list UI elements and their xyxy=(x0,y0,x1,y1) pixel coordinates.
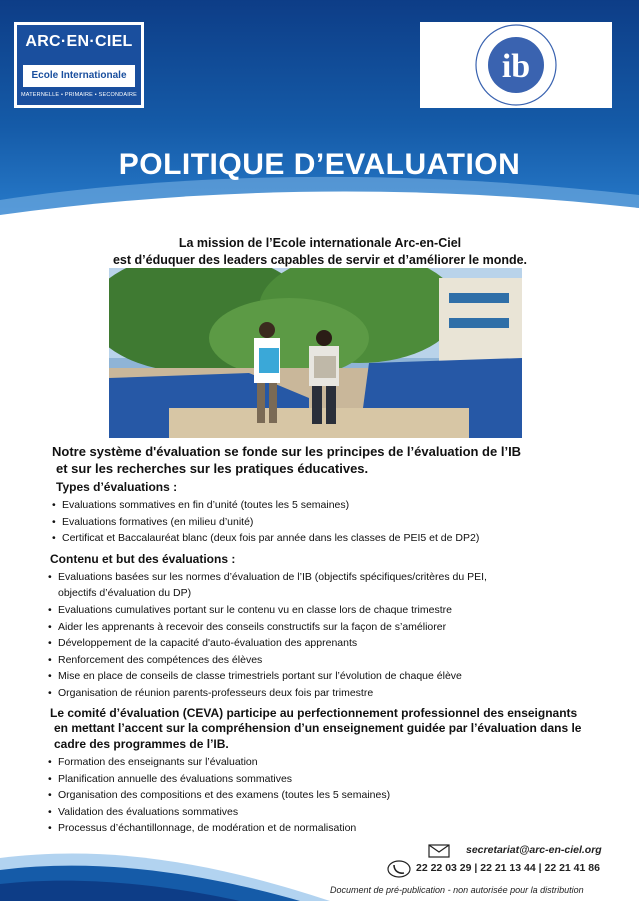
main-content xyxy=(46,443,616,841)
mission-line-1: La mission de l’Ecole internationale Arc-en-Ciel xyxy=(178,236,462,250)
ib-logo xyxy=(420,22,612,108)
contact-phones: 22 22 03 29 | 22 21 13 44 | 22 21 41 86 xyxy=(416,862,600,874)
ceva-line-1: Le comité d’évaluation (CEVA) participe au perfectionnement professionnel des enseignants xyxy=(50,705,578,720)
ib-world-school-icon xyxy=(420,22,612,108)
footer-wave xyxy=(0,838,330,901)
list-item: • Certificat et Baccalauréat blanc (deux fois par année dans les classes de PEI5 et de DP2) xyxy=(50,530,616,547)
list-item: • Processus d’échantillonnage, de modération et de normalisation xyxy=(46,820,616,837)
contenu-list xyxy=(46,569,616,702)
list-item: • Développement de la capacité d'auto-évaluation des apprenants xyxy=(46,635,616,652)
students-photo xyxy=(109,268,522,438)
ceva-list xyxy=(46,754,616,837)
list-item: • Planification annuelle des évaluations sommatives xyxy=(46,771,616,788)
list-item: • Evaluations formatives (en milieu d’unité) xyxy=(50,514,616,531)
disclaimer: Document de pré-publication - non autorisée pour la distribution xyxy=(330,885,584,895)
list-item xyxy=(46,569,616,602)
email-icon xyxy=(428,844,454,858)
list-item: • Validation des évaluations sommatives xyxy=(46,804,616,821)
list-item-text: Evaluations basées sur les normes d’évaluation de l’IB (objectifs spécifiques/critères du PEI, xyxy=(58,570,487,583)
types-list xyxy=(50,497,616,547)
intro-paragraph xyxy=(52,443,616,477)
logo-levels: MATERNELLE • PRIMAIRE • SECONDAIRE xyxy=(21,92,137,98)
list-item: • Organisation de réunion parents-professeurs deux fois par trimestre xyxy=(46,685,616,702)
list-item: • Evaluations sommatives en fin d’unité (toutes les 5 semaines) xyxy=(50,497,616,514)
list-item-continuation: objectifs d’évaluation du DP) xyxy=(58,587,192,600)
list-item: • Renforcement des compétences des élèves xyxy=(46,652,616,669)
mission-line-2: est d’éduquer des leaders capables de servir et d’améliorer le monde. xyxy=(112,253,528,267)
list-item: • Formation des enseignants sur l’évaluation xyxy=(46,754,616,771)
ceva-line-2: en mettant l’accent sur la compréhension d’un enseignement guidée par l’évaluation dans le xyxy=(54,721,582,736)
list-item: • Evaluations cumulatives portant sur le contenu vu en classe lors de chaque trimestre xyxy=(46,602,616,619)
mission-statement xyxy=(60,235,580,269)
contact-email: secretariat@arc-en-ciel.org xyxy=(466,844,602,856)
logo-brand: ARC·EN·CIEL xyxy=(25,33,133,50)
ceva-paragraph xyxy=(50,706,616,753)
intro-line-1: Notre système d'évaluation se fonde sur les principes de l’évaluation de l’IB xyxy=(52,444,522,459)
page-title: POLITIQUE D’EVALUATION xyxy=(118,148,521,181)
arc-en-ciel-logo xyxy=(14,22,144,108)
list-item: • Organisation des compositions et des examens (toutes les 5 semaines) xyxy=(46,787,616,804)
phone-icon xyxy=(386,860,412,878)
types-title: Types d’évaluations : xyxy=(56,480,178,494)
logo-school: Ecole Internationale xyxy=(23,65,135,87)
list-item: • Mise en place de conseils de classe trimestriels portant sur l’évolution de chaque élève xyxy=(46,668,616,685)
ib-letters: ib xyxy=(501,48,531,85)
intro-line-2: et sur les recherches sur les pratiques éducatives. xyxy=(56,461,369,476)
contenu-title: Contenu et but des évaluations : xyxy=(50,551,236,566)
list-item: • Aider les apprenants à recevoir des conseils constructifs sur la façon de s’améliorer xyxy=(46,619,616,636)
ceva-line-3: cadre des programmes de l’IB. xyxy=(54,736,229,751)
